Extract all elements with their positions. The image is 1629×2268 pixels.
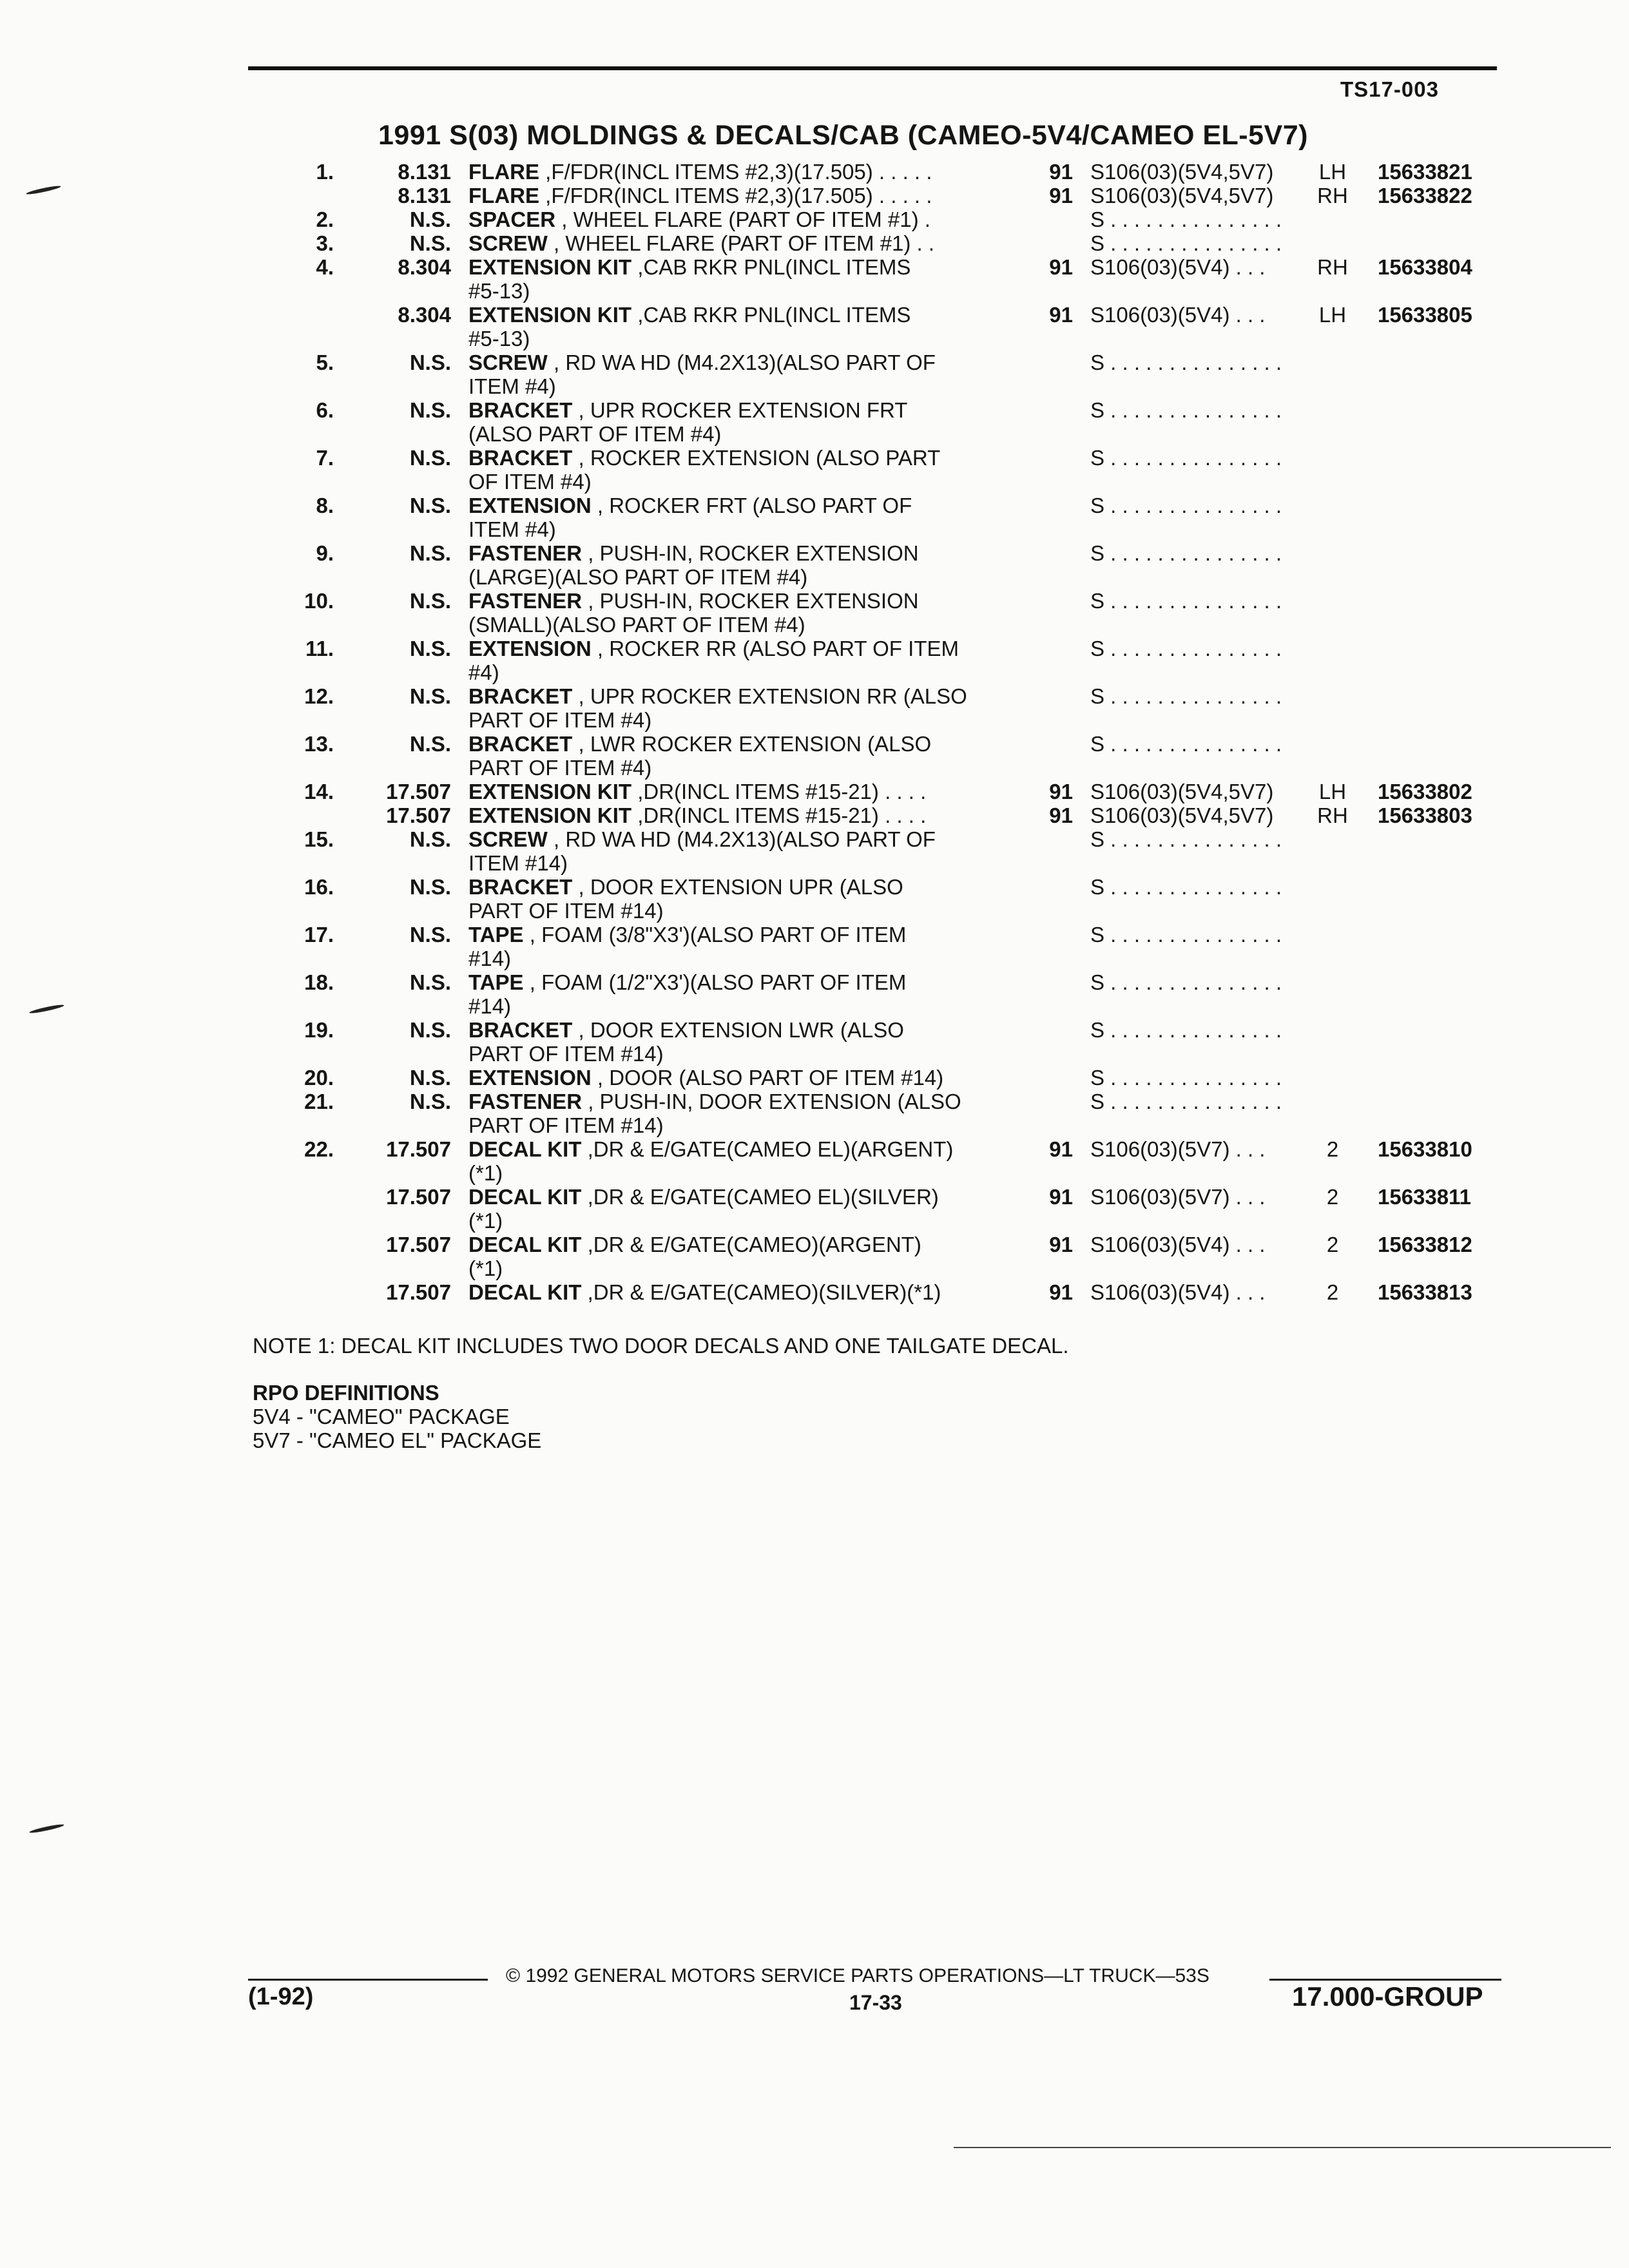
description-text: , DOOR EXTENSION UPR (ALSO xyxy=(572,875,903,899)
qty-side: RH xyxy=(1317,255,1348,279)
item-number: 9. xyxy=(316,541,334,565)
description xyxy=(468,994,511,1018)
part-name: BRACKET xyxy=(468,1018,573,1042)
usage-code: S . . . . . . . . . . . . . . . xyxy=(1090,970,1282,994)
description-text: , FOAM (3/8"X3')(ALSO PART OF ITEM xyxy=(523,923,907,947)
description xyxy=(468,160,932,184)
item-number: 21. xyxy=(304,1090,334,1113)
group-number: N.S. xyxy=(409,446,451,470)
description xyxy=(468,589,919,613)
part-name: BRACKET xyxy=(468,684,573,708)
description-text: ,CAB RKR PNL(INCL ITEMS xyxy=(631,303,911,327)
description-text: , UPR ROCKER EXTENSION RR (ALSO xyxy=(572,684,967,708)
footer-rule-left xyxy=(248,1979,488,1981)
usage-code: S . . . . . . . . . . . . . . . xyxy=(1090,1018,1282,1042)
description-text: #4) xyxy=(468,660,499,684)
description xyxy=(468,899,664,923)
table-row xyxy=(0,803,1629,827)
usage-code: S . . . . . . . . . . . . . . . xyxy=(1090,446,1282,470)
group-number: 8.304 xyxy=(398,255,451,279)
part-name: FASTENER xyxy=(468,589,583,613)
table-row xyxy=(0,851,1629,875)
description-text: , PUSH-IN, ROCKER EXTENSION xyxy=(582,589,919,613)
description-text: ,DR & E/GATE(CAMEO EL)(SILVER) xyxy=(581,1185,939,1209)
group-number: N.S. xyxy=(409,732,451,756)
description xyxy=(468,327,530,351)
table-row xyxy=(0,1161,1629,1185)
description xyxy=(468,970,906,994)
table-row xyxy=(0,303,1629,327)
table-row xyxy=(0,827,1629,851)
usage-code: S . . . . . . . . . . . . . . . xyxy=(1090,1090,1282,1113)
part-number: 15633802 xyxy=(1378,780,1472,803)
description xyxy=(468,184,932,207)
description xyxy=(468,803,926,827)
rpo-def-5v4: 5V4 - "CAMEO" PACKAGE xyxy=(253,1405,510,1428)
usage-code: S . . . . . . . . . . . . . . . xyxy=(1090,827,1282,851)
description-text: , LWR ROCKER EXTENSION (ALSO xyxy=(572,732,932,756)
part-name: TAPE xyxy=(468,970,524,994)
usage-code: S106(03)(5V7) . . . xyxy=(1090,1137,1266,1161)
table-row xyxy=(0,780,1629,803)
description xyxy=(468,1137,953,1161)
table-row xyxy=(0,1137,1629,1161)
description xyxy=(468,517,556,541)
usage-code: S106(03)(5V4) . . . xyxy=(1090,255,1266,279)
part-number: 15633821 xyxy=(1378,160,1472,184)
part-name: BRACKET xyxy=(468,732,573,756)
description-text: ,DR(INCL ITEMS #15-21) . . . . xyxy=(631,780,927,803)
usage-code: S . . . . . . . . . . . . . . . xyxy=(1090,494,1282,517)
description-text: (SMALL)(ALSO PART OF ITEM #4) xyxy=(468,613,805,637)
description xyxy=(468,732,931,756)
group-number: N.S. xyxy=(409,231,451,255)
model-year: 91 xyxy=(1049,160,1073,184)
table-row xyxy=(0,327,1629,351)
table-row xyxy=(0,351,1629,374)
description xyxy=(468,351,936,374)
description xyxy=(468,660,499,684)
description xyxy=(468,923,906,947)
item-number: 20. xyxy=(304,1066,334,1090)
table-row xyxy=(0,613,1629,637)
table-row xyxy=(0,1256,1629,1280)
group-number: 17.507 xyxy=(386,1185,451,1209)
description-text: , RD WA HD (M4.2X13)(ALSO PART OF xyxy=(547,827,936,851)
description-text: ITEM #4) xyxy=(468,517,556,541)
description xyxy=(468,565,807,589)
page-title: 1991 S(03) MOLDINGS & DECALS/CAB (CAMEO-5V4/CAMEO EL-5V7) xyxy=(378,120,1308,151)
page-number: 17-33 xyxy=(849,1991,902,2014)
table-row xyxy=(0,279,1629,303)
part-number: 15633822 xyxy=(1378,184,1472,207)
group-number: N.S. xyxy=(409,1066,451,1090)
description xyxy=(468,1066,943,1090)
part-name: EXTENSION xyxy=(468,637,592,660)
group-number: 8.131 xyxy=(398,160,451,184)
top-rule xyxy=(248,66,1497,70)
part-name: FLARE xyxy=(468,160,539,184)
group-number: 17.507 xyxy=(386,1137,451,1161)
model-year: 91 xyxy=(1049,255,1073,279)
table-row xyxy=(0,637,1629,660)
table-row xyxy=(0,541,1629,565)
table-row xyxy=(0,1090,1629,1113)
table-row xyxy=(0,994,1629,1018)
usage-code: S106(03)(5V4,5V7) xyxy=(1090,803,1274,827)
scan-line xyxy=(954,2147,1611,2148)
group-number: 17.507 xyxy=(386,780,451,803)
item-number: 13. xyxy=(304,732,334,756)
part-name: DECAL KIT xyxy=(468,1185,582,1209)
group-number: 17.000-GROUP xyxy=(1292,1981,1483,2012)
item-number: 3. xyxy=(316,231,334,255)
table-row xyxy=(0,446,1629,470)
description xyxy=(468,1233,921,1256)
rpo-def-5v7: 5V7 - "CAMEO EL" PACKAGE xyxy=(253,1428,542,1452)
qty-side: RH xyxy=(1317,184,1348,207)
table-row xyxy=(0,947,1629,970)
group-number: N.S. xyxy=(409,1018,451,1042)
group-number: N.S. xyxy=(409,684,451,708)
part-name: EXTENSION KIT xyxy=(468,780,632,803)
model-year: 91 xyxy=(1049,184,1073,207)
qty-side: RH xyxy=(1317,803,1348,827)
usage-code: S . . . . . . . . . . . . . . . xyxy=(1090,207,1282,231)
group-number: N.S. xyxy=(409,1090,451,1113)
description xyxy=(468,494,912,517)
table-row xyxy=(0,970,1629,994)
description-text: , ROCKER EXTENSION (ALSO PART xyxy=(572,446,941,470)
qty-side: LH xyxy=(1318,780,1347,803)
description-text: , ROCKER FRT (ALSO PART OF xyxy=(591,494,912,517)
description xyxy=(468,827,936,851)
part-name: EXTENSION KIT xyxy=(468,255,632,279)
description-text: , DOOR EXTENSION LWR (ALSO xyxy=(572,1018,904,1042)
model-year: 91 xyxy=(1049,1137,1073,1161)
table-row xyxy=(0,1042,1629,1066)
description xyxy=(468,637,959,660)
description xyxy=(468,398,907,422)
item-number: 1. xyxy=(316,160,334,184)
description-text: , DOOR (ALSO PART OF ITEM #14) xyxy=(591,1066,944,1090)
description xyxy=(468,875,903,899)
description-text: (ALSO PART OF ITEM #4) xyxy=(468,422,722,446)
table-row xyxy=(0,1066,1629,1090)
item-number: 10. xyxy=(304,589,334,613)
item-number: 14. xyxy=(304,780,334,803)
part-number: 15633811 xyxy=(1378,1185,1472,1209)
description xyxy=(468,374,556,398)
group-number: N.S. xyxy=(409,923,451,947)
description-text: , UPR ROCKER EXTENSION FRT xyxy=(572,398,908,422)
part-name: DECAL KIT xyxy=(468,1233,582,1256)
group-number: N.S. xyxy=(409,398,451,422)
item-number: 8. xyxy=(316,494,334,517)
item-number: 2. xyxy=(316,207,334,231)
item-number: 6. xyxy=(316,398,334,422)
part-number: 15633810 xyxy=(1378,1137,1472,1161)
description xyxy=(468,684,967,708)
table-row xyxy=(0,494,1629,517)
item-number: 12. xyxy=(304,684,334,708)
description-text: PART OF ITEM #14) xyxy=(468,1042,664,1066)
description xyxy=(468,613,805,637)
description-text: ,DR(INCL ITEMS #15-21) . . . . xyxy=(631,803,927,827)
group-number: N.S. xyxy=(409,541,451,565)
group-number: N.S. xyxy=(409,589,451,613)
table-row xyxy=(0,184,1629,207)
group-number: 8.131 xyxy=(398,184,451,207)
item-number: 22. xyxy=(304,1137,334,1161)
usage-code: S . . . . . . . . . . . . . . . xyxy=(1090,398,1282,422)
model-year: 91 xyxy=(1049,1233,1073,1256)
table-row xyxy=(0,589,1629,613)
part-name: DECAL KIT xyxy=(468,1137,582,1161)
item-number: 7. xyxy=(316,446,334,470)
item-number: 18. xyxy=(304,970,334,994)
qty-side: 2 xyxy=(1326,1137,1339,1161)
table-row xyxy=(0,875,1629,899)
item-number: 4. xyxy=(316,255,334,279)
description xyxy=(468,1090,961,1113)
description xyxy=(468,851,568,875)
binder-mark xyxy=(29,1823,64,1834)
description xyxy=(468,231,934,255)
part-name: EXTENSION xyxy=(468,494,592,517)
description-text: (*1) xyxy=(468,1161,503,1185)
qty-side: 2 xyxy=(1326,1233,1339,1256)
qty-side: 2 xyxy=(1326,1185,1339,1209)
description-text: , WHEEL FLARE (PART OF ITEM #1) . . xyxy=(547,231,935,255)
description xyxy=(468,1185,939,1209)
description-text: #5-13) xyxy=(468,327,530,351)
table-row xyxy=(0,1233,1629,1256)
table-row xyxy=(0,1280,1629,1304)
description-text: (*1) xyxy=(468,1209,503,1233)
rpo-heading: RPO DEFINITIONS xyxy=(253,1381,439,1405)
usage-code: S . . . . . . . . . . . . . . . xyxy=(1090,875,1282,899)
table-row xyxy=(0,374,1629,398)
table-row xyxy=(0,565,1629,589)
note-1: NOTE 1: DECAL KIT INCLUDES TWO DOOR DECALS AND ONE TAILGATE DECAL. xyxy=(253,1334,1069,1358)
doc-code: TS17-003 xyxy=(1340,77,1439,101)
table-row xyxy=(0,1209,1629,1233)
item-number: 15. xyxy=(304,827,334,851)
usage-code: S106(03)(5V7) . . . xyxy=(1090,1185,1266,1209)
group-number: N.S. xyxy=(409,637,451,660)
part-name: FASTENER xyxy=(468,541,583,565)
description-text: ,DR & E/GATE(CAMEO)(ARGENT) xyxy=(581,1233,921,1256)
table-row xyxy=(0,207,1629,231)
table-row xyxy=(0,899,1629,923)
part-number: 15633812 xyxy=(1378,1233,1472,1256)
group-number: 8.304 xyxy=(398,303,451,327)
table-row xyxy=(0,1113,1629,1137)
description xyxy=(468,541,919,565)
description xyxy=(468,1042,664,1066)
description xyxy=(468,780,926,803)
model-year: 91 xyxy=(1049,1185,1073,1209)
revision-date: (1-92) xyxy=(248,1983,314,2010)
part-name: SCREW xyxy=(468,827,548,851)
description-text: PART OF ITEM #14) xyxy=(468,1113,664,1137)
part-number: 15633805 xyxy=(1378,303,1472,327)
description-text: (LARGE)(ALSO PART OF ITEM #4) xyxy=(468,565,808,589)
usage-code: S . . . . . . . . . . . . . . . xyxy=(1090,351,1282,374)
part-name: BRACKET xyxy=(468,875,573,899)
part-name: DECAL KIT xyxy=(468,1280,582,1304)
description xyxy=(468,756,651,780)
description-text: #14) xyxy=(468,994,512,1018)
model-year: 91 xyxy=(1049,1280,1073,1304)
table-row xyxy=(0,756,1629,780)
model-year: 91 xyxy=(1049,803,1073,827)
part-number: 15633804 xyxy=(1378,255,1472,279)
description xyxy=(468,1161,503,1185)
description xyxy=(468,1113,664,1137)
qty-side: 2 xyxy=(1326,1280,1339,1304)
item-number: 5. xyxy=(316,351,334,374)
qty-side: LH xyxy=(1318,303,1347,327)
part-name: EXTENSION xyxy=(468,1066,592,1090)
group-number: N.S. xyxy=(409,207,451,231)
qty-side: LH xyxy=(1318,160,1347,184)
copyright: © 1992 GENERAL MOTORS SERVICE PARTS OPERATIONS—LT TRUCK—53S xyxy=(506,1965,1210,1986)
description xyxy=(468,207,930,231)
usage-code: S106(03)(5V4,5V7) xyxy=(1090,160,1274,184)
description-text: ITEM #4) xyxy=(468,374,556,398)
part-name: FLARE xyxy=(468,184,539,207)
description-text: , FOAM (1/2"X3')(ALSO PART OF ITEM xyxy=(523,970,907,994)
usage-code: S . . . . . . . . . . . . . . . xyxy=(1090,541,1282,565)
part-name: EXTENSION KIT xyxy=(468,303,632,327)
part-name: EXTENSION KIT xyxy=(468,803,632,827)
item-number: 11. xyxy=(305,637,334,660)
table-row xyxy=(0,160,1629,184)
group-number: N.S. xyxy=(409,875,451,899)
model-year: 91 xyxy=(1049,303,1073,327)
description-text: PART OF ITEM #14) xyxy=(468,899,664,923)
group-number: N.S. xyxy=(409,494,451,517)
description xyxy=(468,422,721,446)
group-number: 17.507 xyxy=(386,1233,451,1256)
table-row xyxy=(0,923,1629,947)
usage-code: S106(03)(5V4) . . . xyxy=(1090,1233,1266,1256)
part-name: FASTENER xyxy=(468,1090,583,1113)
table-row xyxy=(0,398,1629,422)
description-text: PART OF ITEM #4) xyxy=(468,708,652,732)
description xyxy=(468,446,940,470)
table-row xyxy=(0,684,1629,708)
item-number: 19. xyxy=(304,1018,334,1042)
table-row xyxy=(0,1185,1629,1209)
usage-code: S . . . . . . . . . . . . . . . xyxy=(1090,231,1282,255)
part-number: 15633803 xyxy=(1378,803,1472,827)
table-row xyxy=(0,1018,1629,1042)
table-row xyxy=(0,470,1629,494)
description-text: ,F/FDR(INCL ITEMS #2,3)(17.505) . . . . . xyxy=(539,184,932,207)
parts-table xyxy=(0,160,1629,1304)
description-text: PART OF ITEM #4) xyxy=(468,756,652,780)
description-text: ,DR & E/GATE(CAMEO EL)(ARGENT) xyxy=(581,1137,954,1161)
usage-code: S106(03)(5V4) . . . xyxy=(1090,303,1266,327)
description xyxy=(468,708,651,732)
description-text: , RD WA HD (M4.2X13)(ALSO PART OF xyxy=(547,351,936,374)
description-text: , PUSH-IN, ROCKER EXTENSION xyxy=(582,541,919,565)
table-row xyxy=(0,255,1629,279)
table-row xyxy=(0,732,1629,756)
usage-code: S . . . . . . . . . . . . . . . xyxy=(1090,589,1282,613)
usage-code: S . . . . . . . . . . . . . . . xyxy=(1090,637,1282,660)
item-number: 17. xyxy=(304,923,334,947)
description xyxy=(468,947,511,970)
table-row xyxy=(0,660,1629,684)
table-row xyxy=(0,422,1629,446)
description-text: , WHEEL FLARE (PART OF ITEM #1) . xyxy=(555,207,930,231)
group-number: N.S. xyxy=(409,351,451,374)
table-row xyxy=(0,708,1629,732)
group-number: 17.507 xyxy=(386,1280,451,1304)
part-name: BRACKET xyxy=(468,446,573,470)
description-text: ,DR & E/GATE(CAMEO)(SILVER)(*1) xyxy=(581,1280,941,1304)
usage-code: S106(03)(5V4,5V7) xyxy=(1090,780,1274,803)
description xyxy=(468,1280,941,1304)
description xyxy=(468,470,592,494)
usage-code: S . . . . . . . . . . . . . . . xyxy=(1090,684,1282,708)
footer-rule-right xyxy=(1269,1979,1501,1981)
description-text: #5-13) xyxy=(468,279,530,303)
part-name: SCREW xyxy=(468,351,548,374)
usage-code: S106(03)(5V4,5V7) xyxy=(1090,184,1274,207)
usage-code: S . . . . . . . . . . . . . . . xyxy=(1090,1066,1282,1090)
group-number: N.S. xyxy=(409,970,451,994)
part-name: TAPE xyxy=(468,923,524,947)
group-number: 17.507 xyxy=(386,803,451,827)
model-year: 91 xyxy=(1049,780,1073,803)
usage-code: S106(03)(5V4) . . . xyxy=(1090,1280,1266,1304)
description-text: , ROCKER RR (ALSO PART OF ITEM xyxy=(591,637,959,660)
table-row xyxy=(0,517,1629,541)
description xyxy=(468,1256,503,1280)
part-name: SCREW xyxy=(468,231,548,255)
usage-code: S . . . . . . . . . . . . . . . xyxy=(1090,923,1282,947)
description-text: ,F/FDR(INCL ITEMS #2,3)(17.505) . . . . . xyxy=(539,160,932,184)
group-number: N.S. xyxy=(409,827,451,851)
description-text: #14) xyxy=(468,947,512,970)
description xyxy=(468,303,911,327)
description xyxy=(468,1209,503,1233)
description xyxy=(468,1018,904,1042)
description-text: ITEM #14) xyxy=(468,851,568,875)
description xyxy=(468,279,530,303)
part-name: SPACER xyxy=(468,207,556,231)
description xyxy=(468,255,911,279)
item-number: 16. xyxy=(304,875,334,899)
description-text: ,CAB RKR PNL(INCL ITEMS xyxy=(631,255,911,279)
table-row xyxy=(0,231,1629,255)
usage-code: S . . . . . . . . . . . . . . . xyxy=(1090,732,1282,756)
description-text: (*1) xyxy=(468,1256,503,1280)
description-text: , PUSH-IN, DOOR EXTENSION (ALSO xyxy=(582,1090,961,1113)
description-text: OF ITEM #4) xyxy=(468,470,592,494)
part-number: 15633813 xyxy=(1378,1280,1472,1304)
part-name: BRACKET xyxy=(468,398,573,422)
